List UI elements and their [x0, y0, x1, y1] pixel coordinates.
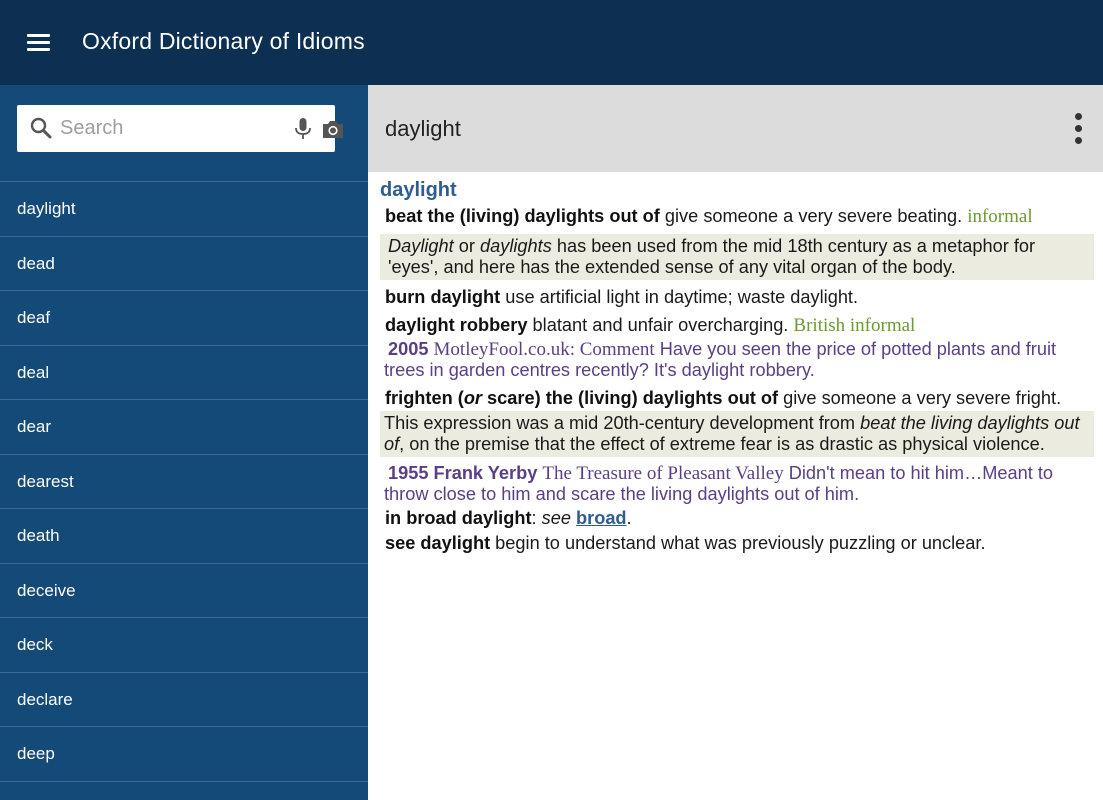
definition: use artificial light in daytime; waste daylight.: [500, 287, 859, 307]
cross-reference-link-broad[interactable]: broad: [576, 508, 627, 528]
word-list-item-daylight[interactable]: daylight: [0, 182, 368, 237]
quote-text: Didn't mean to hit him…Meant to throw close to him and scare the living daylights out of him.: [384, 463, 1054, 504]
headword: daylight: [380, 179, 457, 201]
sidebar: [0, 85, 368, 800]
sense-burn-daylight: [380, 286, 1094, 308]
sense-see-daylight: [380, 532, 1094, 554]
word-list-item-deck[interactable]: deck: [0, 618, 368, 673]
note-text: or: [453, 236, 480, 256]
menu-icon[interactable]: [27, 34, 50, 51]
entry-body: [368, 172, 1103, 800]
word-list-item-deep[interactable]: deep: [0, 727, 368, 782]
note-text: This expression was a mid 20th-century development from: [384, 413, 861, 433]
idiom-phrase: beat the (living) daylights out of: [385, 206, 660, 226]
quote-source: The Treasure of Pleasant Valley: [542, 463, 784, 484]
register-label: informal: [967, 206, 1033, 227]
definition: begin to understand what was previously puzzling or unclear.: [490, 533, 986, 553]
camera-icon[interactable]: [322, 119, 344, 139]
note-italic-phrase: beat the living daylights out of: [384, 413, 1080, 454]
idiom-phrase: see daylight: [385, 533, 491, 553]
note-italic-word: daylights: [480, 236, 552, 256]
word-list-item-deal[interactable]: deal: [0, 346, 368, 401]
search-icon: [29, 116, 53, 140]
word-list: [0, 181, 368, 782]
idiom-or: or: [463, 388, 482, 408]
app-title: Oxford Dictionary of Idioms: [82, 28, 365, 54]
content-header: [368, 85, 1103, 172]
word-list-item-dead[interactable]: dead: [0, 237, 368, 292]
app-bar: [0, 0, 1103, 85]
word-list-item-declare[interactable]: declare: [0, 673, 368, 728]
definition: give someone a very severe fright.: [778, 388, 1062, 408]
quote-source: MotleyFool.co.uk: Comment: [433, 339, 655, 360]
register-label: British informal: [793, 315, 916, 336]
punctuation: .: [626, 508, 632, 528]
idiom-phrase-part: frighten (: [385, 388, 464, 408]
note-italic-word: Daylight: [388, 236, 454, 256]
usage-note: [380, 234, 1094, 280]
idiom-phrase-part: scare) the (living) daylights out of: [482, 388, 779, 408]
sense-beat-daylights: [380, 205, 1094, 228]
idiom-phrase: in broad daylight: [385, 508, 532, 528]
quote-year: 1955 Frank Yerby: [388, 463, 538, 483]
sense-frighten-daylights: [380, 387, 1094, 409]
entry-title: daylight: [385, 116, 461, 141]
definition: give someone a very severe beating.: [659, 206, 968, 226]
word-list-item-deaf[interactable]: deaf: [0, 291, 368, 346]
quotation: [380, 463, 1094, 505]
punctuation: :: [531, 508, 542, 528]
note-text: has been used from the mid 18th century as a metaphor for 'eyes', and here has the extended sense of any vital organ of the body.: [388, 236, 1036, 277]
search-input[interactable]: [60, 113, 270, 144]
definition: blatant and unfair overcharging.: [527, 315, 794, 335]
word-list-item-deceive[interactable]: deceive: [0, 564, 368, 619]
see-label: see: [541, 508, 571, 528]
idiom-phrase: [385, 388, 778, 408]
microphone-icon[interactable]: [293, 118, 313, 140]
word-list-item-dearest[interactable]: dearest: [0, 455, 368, 510]
search-box[interactable]: [17, 105, 335, 152]
sense-daylight-robbery: [380, 314, 1094, 337]
note-text: , on the premise that the effect of extreme fear is as drastic as physical violence.: [399, 434, 1045, 454]
usage-note: [380, 411, 1094, 457]
quote-text: Have you seen the price of potted plants and fruit trees in garden centres recently? It's daylight robbery.: [384, 339, 1057, 380]
word-list-item-dear[interactable]: dear: [0, 400, 368, 455]
quotation: [380, 339, 1094, 381]
word-list-item-death[interactable]: death: [0, 509, 368, 564]
quote-year: 2005: [388, 339, 429, 359]
more-options-icon[interactable]: [1074, 113, 1084, 145]
sense-broad-daylight: [380, 507, 1094, 529]
idiom-phrase: daylight robbery: [385, 315, 528, 335]
idiom-phrase: burn daylight: [385, 287, 501, 307]
